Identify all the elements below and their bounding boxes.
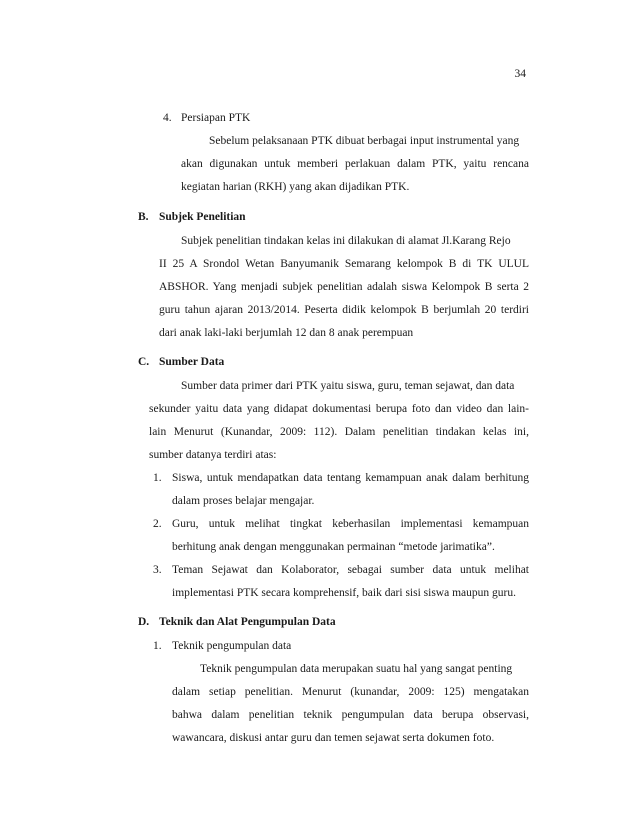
paragraph-line: sumber datanya terdiri atas: [149, 449, 277, 461]
paragraph-line: dari anak laki-laki berjumlah 12 dan 8 anak perempuan [159, 327, 414, 339]
section-letter: B. [138, 211, 149, 223]
list-item-line: Teman Sejawat dan Kolaborator, sebagai sumber data untuk melihat [172, 564, 529, 576]
paragraph-line: ABSHOR. Yang menjadi subjek penelitian adalah siswa Kelompok B serta 2 [159, 281, 529, 293]
section-heading: Teknik dan Alat Pengumpulan Data [159, 616, 336, 628]
list-item-line: Siswa, untuk mendapatkan data tentang kemampuan anak dalam berhitung [172, 472, 529, 484]
paragraph-line: Sumber data primer dari PTK yaitu siswa, guru, teman sejawat, dan data [181, 380, 515, 392]
paragraph-line: II 25 A Srondol Wetan Banyumanik Semarang kelompok B di TK ULUL [159, 258, 529, 270]
item-title: Teknik pengumpulan data [172, 640, 292, 652]
paragraph-line: Subjek penelitian tindakan kelas ini dilakukan di alamat Jl.Karang Rejo [181, 235, 511, 247]
list-number: 1. [153, 640, 162, 652]
list-number: 1. [153, 472, 162, 484]
section-heading: Sumber Data [159, 356, 225, 368]
section-letter: C. [138, 356, 150, 368]
paragraph-line: Teknik pengumpulan data merupakan suatu hal yang sangat penting [200, 663, 513, 675]
paragraph-line: sekunder yaitu data yang didapat dokumentasi berupa foto dan video dan lain- [149, 403, 529, 415]
item-title: Persiapan PTK [181, 112, 251, 124]
section-heading: Subjek Penelitian [159, 211, 246, 223]
list-item-line: berhitung anak dengan menggunakan permainan “metode jarimatika”. [172, 541, 495, 553]
paragraph-line: wawancara, diskusi antar guru dan temen sejawat serta dokumen foto. [172, 732, 495, 744]
paragraph-line: guru tahun ajaran 2013/2014. Peserta didik kelompok B berjumlah 20 terdiri [159, 304, 529, 316]
list-item-line: implementasi PTK secara komprehensif, baik dari sisi siswa maupun guru. [172, 587, 516, 599]
paragraph-line: lain Menurut (Kunandar, 2009: 112). Dalam penelitian tindakan kelas ini, [149, 426, 529, 438]
list-number: 3. [153, 564, 162, 576]
paragraph-line: dalam setiap penelitian. Menurut (kunandar, 2009: 125) mengatakan [172, 686, 529, 698]
page-number: 34 [514, 68, 526, 80]
list-number: 2. [153, 518, 162, 530]
paragraph-line: akan digunakan untuk memberi perlakuan dalam PTK, yaitu rencana [181, 158, 529, 170]
list-number: 4. [163, 112, 172, 124]
list-item-line: Guru, untuk melihat tingkat keberhasilan implementasi kemampuan [172, 518, 529, 530]
paragraph-line: bahwa dalam penelitian teknik pengumpulan data berupa observasi, [172, 709, 529, 721]
section-letter: D. [138, 616, 150, 628]
paragraph-line: kegiatan harian (RKH) yang akan dijadikan PTK. [181, 181, 410, 193]
list-item-line: dalam proses belajar mengajar. [172, 495, 315, 507]
paragraph-line: Sebelum pelaksanaan PTK dibuat berbagai input instrumental yang [209, 135, 520, 147]
